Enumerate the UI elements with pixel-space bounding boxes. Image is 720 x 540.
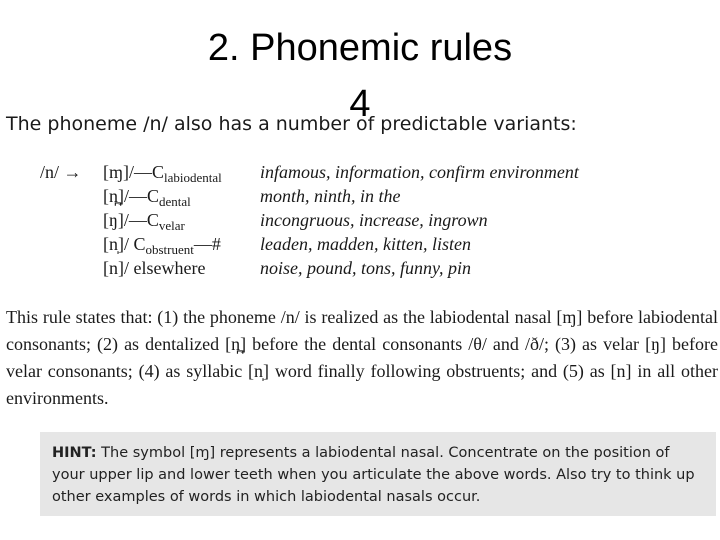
- slide-title-line2: 4: [349, 83, 371, 125]
- rule-lhs: /n/ →: [40, 162, 82, 182]
- slide-title-line1: 2. Phonemic rules: [207, 27, 513, 69]
- hint-box: [40, 432, 716, 516]
- rule-rhs: [103, 232, 221, 256]
- rule-rhs: [103, 184, 191, 208]
- rule-rhs-text: [n]/ elsewhere: [103, 258, 206, 278]
- rule-row: [40, 184, 720, 208]
- rule-rhs-subscript: labiodental: [164, 170, 222, 185]
- rule-row: [40, 208, 720, 232]
- rule-rhs-post: —#: [193, 234, 221, 254]
- hint-text: The symbol [ɱ] represents a labiodental nasal. Concentrate on the position of your upper lip and lower teeth when you articulate the above words. Also try to think up other examples of words in which labiodental nasals occur.: [52, 445, 695, 505]
- rule-examples: infamous, information, confirm environment: [260, 162, 579, 182]
- rule-examples: month, ninth, in the: [260, 186, 401, 206]
- rule-examples: incongruous, increase, ingrown: [260, 210, 488, 230]
- rule-rhs: [103, 160, 222, 184]
- intro-text: The phoneme /n/ also has a number of predictable variants:: [6, 113, 577, 135]
- explanation-paragraph: This rule states that: (1) the phoneme /n/ is realized as the labiodental nasal [ɱ] before labiodental consonants; (2) as dentalized [n̪] before the dental consonants /θ/ and /ð/; (3) as velar [ŋ] before velar consonants; (4) as syllabic [n̩] word finally following obstruents; and (5) as [n] in all other environments.: [6, 307, 718, 408]
- rule-examples: leaden, madden, kitten, listen: [260, 234, 471, 254]
- rule-rhs-text: [n̪]/—C: [103, 186, 159, 206]
- rule-row: [40, 232, 720, 256]
- rule-rhs-subscript: dental: [159, 194, 191, 209]
- rule-block: [40, 160, 720, 280]
- rule-rhs-subscript: velar: [158, 218, 185, 233]
- rule-rhs-text: [ɱ]/—C: [103, 162, 164, 182]
- rule-examples: noise, pound, tons, funny, pin: [260, 258, 471, 278]
- rule-row: [40, 256, 720, 280]
- rule-rhs-text: [ŋ]/—C: [103, 210, 159, 230]
- rule-rhs-subscript: obstruent: [145, 242, 194, 257]
- rule-rhs: [103, 256, 205, 280]
- rule-row: [40, 160, 720, 184]
- rule-rhs-text: [n̩]/ C: [103, 234, 146, 254]
- hint-label: HINT:: [52, 445, 97, 461]
- rule-rhs: [103, 208, 185, 232]
